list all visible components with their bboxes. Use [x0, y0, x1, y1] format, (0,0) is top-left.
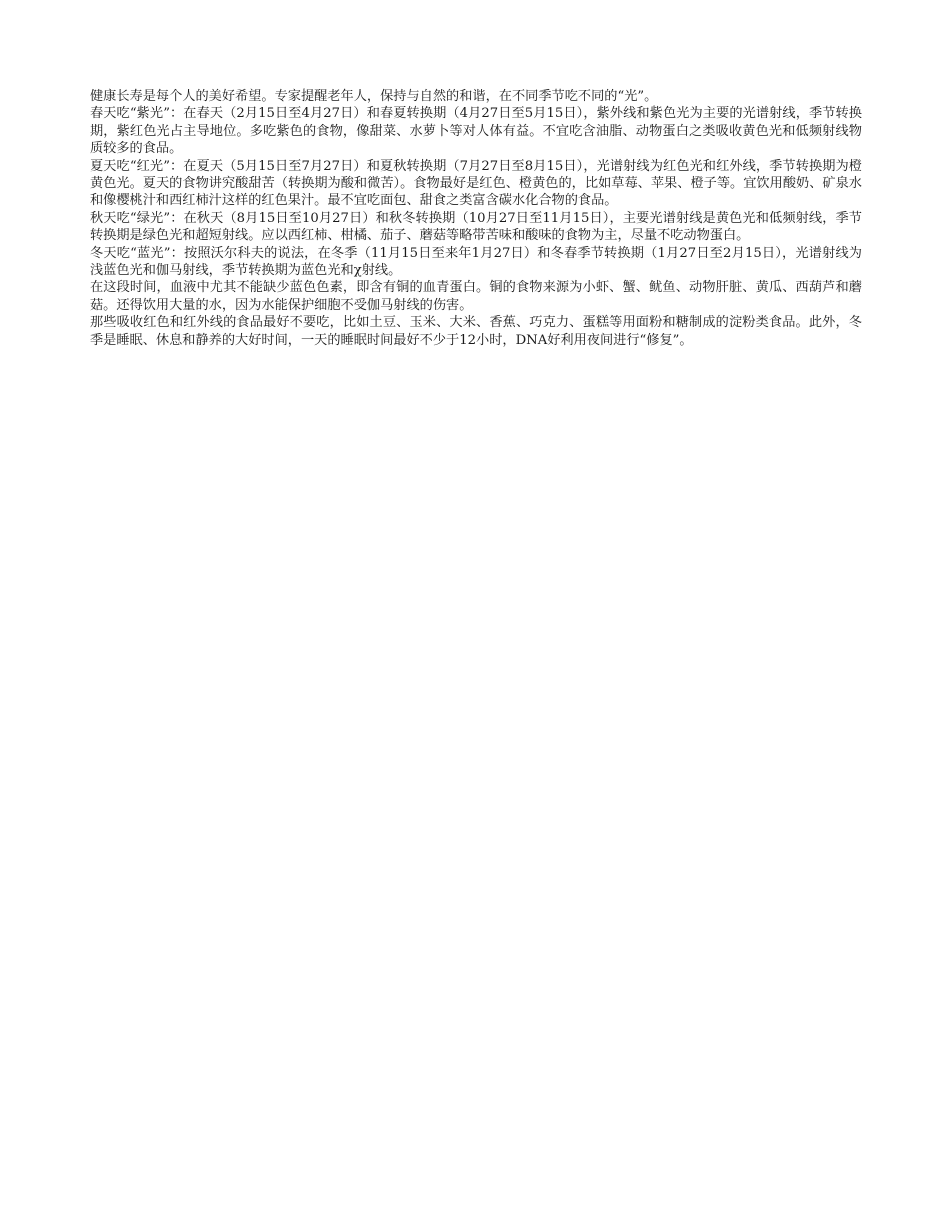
winter-food-paragraph: 在这段时间，血液中尤其不能缺少蓝色色素，即含有铜的血青蛋白。铜的食物来源为小虾、蟹、鱿鱼、动物肝脏、黄瓜、西葫芦和蘑菇。还得饮用大量的水，因为水能保护细胞不受伽马射线的伤害。: [90, 280, 862, 313]
intro-paragraph: 健康长寿是每个人的美好希望。专家提醒老年人，保持与自然的和谐，在不同季节吃不同的“光”。: [90, 89, 658, 104]
document-page: [90, 88, 862, 349]
summer-paragraph: 夏天吃“红光”：在夏天（5月15日至7月27日）和夏秋转换期（7月27日至8月15日），光谱射线为红色光和红外线，季节转换期为橙黄色光。夏天的食物讲究酸甜苦（转换期为酸和微苦）。食物最好是红色、橙黄色的，比如草莓、苹果、橙子等。宜饮用酸奶、矿泉水和像樱桃汁和西红柿汁这样的红色果汁。最不宜吃面包、甜食之类富含碳水化合物的食品。: [90, 158, 862, 209]
winter-paragraph: 冬天吃“蓝光”：按照沃尔科夫的说法，在冬季（11月15日至来年1月27日）和冬春季节转换期（1月27日至2月15日），光谱射线为浅蓝色光和伽马射线，季节转换期为蓝色光和χ射线。: [90, 245, 862, 279]
spring-paragraph: 春天吃“紫光”：在春天（2月15日至4月27日）和春夏转换期（4月27日至5月15日），紫外线和紫色光为主要的光谱射线，季节转换期，紫红色光占主导地位。多吃紫色的食物，像甜菜、水萝卜等对人体有益。不宜吃含油脂、动物蛋白之类吸收黄色光和低频射线物质较多的食品。: [90, 106, 862, 157]
advice-paragraph: 那些吸收红色和红外线的食品最好不要吃，比如土豆、玉米、大米、香蕉、巧克力、蛋糕等用面粉和糖制成的淀粉类食品。此外，冬季是睡眠、休息和静养的大好时间，一天的睡眠时间最好不少于12小时，DNA好利用夜间进行“修复”。: [90, 315, 862, 348]
autumn-paragraph: 秋天吃“绿光”：在秋天（8月15日至10月27日）和秋冬转换期（10月27日至11月15日），主要光谱射线是黄色光和低频射线，季节转换期是绿色光和超短射线。应以西红柿、柑橘、茄子、蘑菇等略带苦味和酸味的食物为主，尽量不吃动物蛋白。: [90, 210, 862, 244]
